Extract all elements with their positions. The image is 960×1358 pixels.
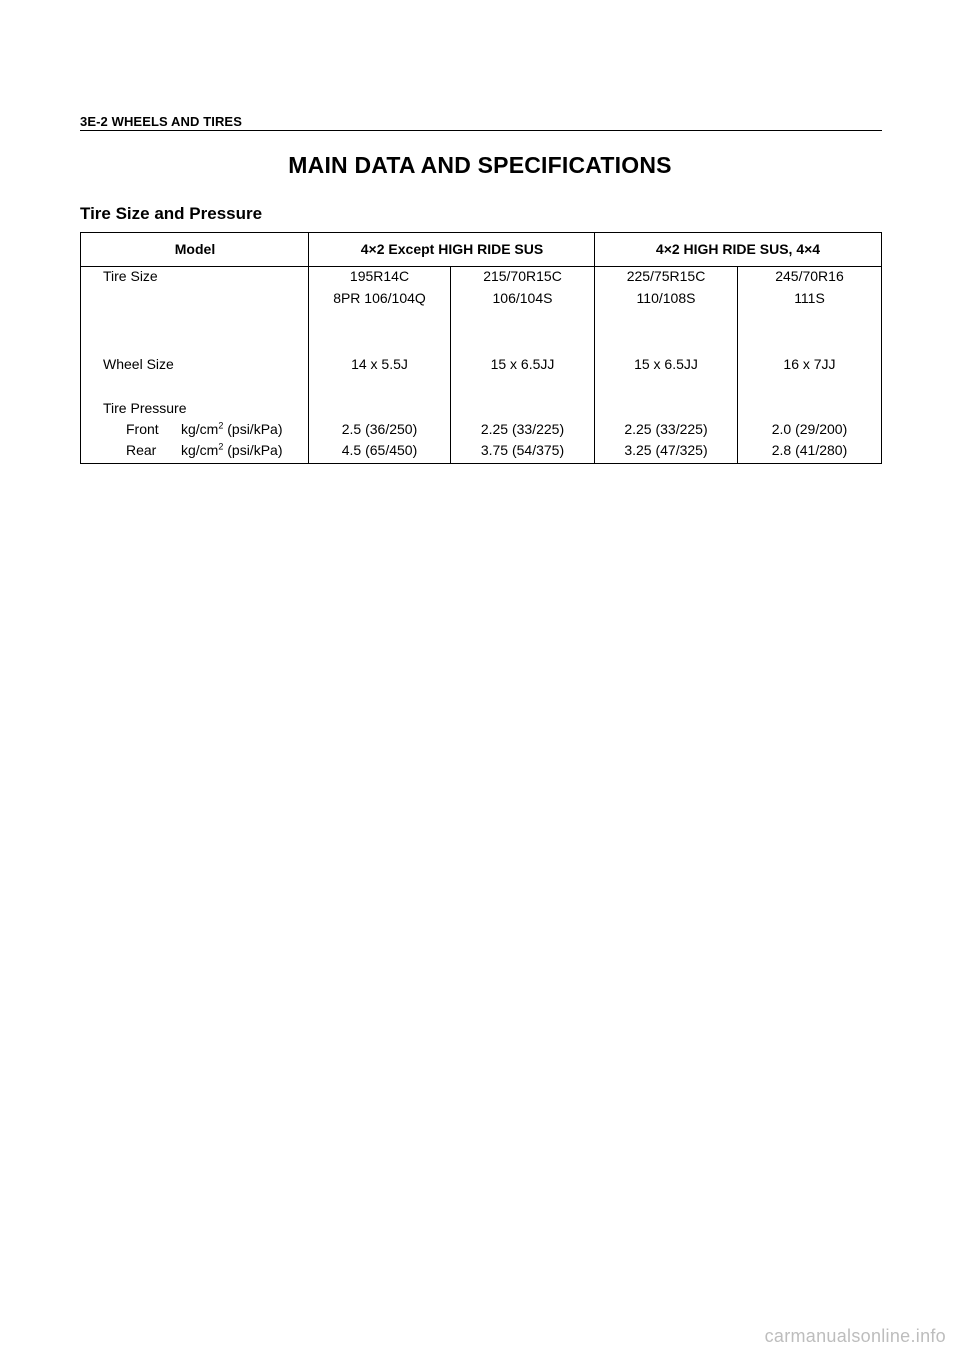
tire-size-cell: 245/70R16 (775, 268, 844, 284)
unit-prefix: kg/cm (181, 421, 219, 437)
row-label-tire-pressure: Tire Pressure (103, 400, 187, 416)
table-header-row (81, 233, 881, 267)
load-index-cell: 8PR 106/104Q (333, 290, 426, 306)
unit-exponent: 2 (218, 420, 224, 431)
load-index-cell: 106/104S (492, 290, 553, 306)
tire-size-cell: 215/70R15C (483, 268, 562, 284)
row-label-front: Front (126, 421, 159, 437)
wheel-size-cell: 14 x 5.5J (351, 356, 408, 372)
row-label-rear: Rear (126, 442, 157, 458)
unit-exponent: 2 (218, 441, 224, 452)
front-pressure-cell: 2.5 (36/250) (341, 421, 418, 437)
wheel-size-cell: 15 x 6.5JJ (490, 356, 555, 372)
watermark: carmanualsonline.info (764, 1326, 946, 1346)
tire-size-cell: 225/75R15C (626, 268, 706, 284)
spec-table (80, 232, 882, 464)
pressure-unit (181, 421, 282, 437)
load-index-cell: 111S (794, 290, 825, 306)
wheel-size-cell: 16 x 7JJ (783, 356, 836, 372)
front-pressure-cell: 2.25 (33/225) (624, 421, 708, 437)
front-pressure-cell: 2.0 (29/200) (771, 421, 848, 437)
unit-prefix: kg/cm (181, 442, 219, 458)
rear-pressure-cell: 3.75 (54/375) (480, 442, 565, 458)
unit-suffix: (psi/kPa) (223, 442, 283, 458)
front-pressure-cell: 2.25 (33/225) (480, 421, 565, 437)
row-label-tire-size: Tire Size (103, 268, 158, 284)
unit-suffix: (psi/kPa) (223, 421, 283, 437)
pressure-unit (181, 442, 282, 458)
rear-pressure-cell: 2.8 (41/280) (771, 442, 848, 458)
section-subtitle: Tire Size and Pressure (80, 204, 263, 223)
rear-pressure-cell: 4.5 (65/450) (341, 442, 418, 458)
wheel-size-cell: 15 x 6.5JJ (634, 356, 698, 372)
header-model: Model (174, 241, 216, 257)
section-header: 3E-2 WHEELS AND TIRES (80, 114, 882, 131)
page-title: MAIN DATA AND SPECIFICATIONS (288, 152, 672, 178)
header-group-1: 4×2 Except HIGH RIDE SUS (360, 241, 544, 257)
load-index-cell: 110/108S (636, 290, 696, 306)
tire-size-cell: 195R14C (349, 268, 410, 284)
rear-pressure-cell: 3.25 (47/325) (624, 442, 708, 458)
header-group-2: 4×2 HIGH RIDE SUS, 4×4 (655, 241, 821, 257)
row-label-wheel-size: Wheel Size (103, 356, 174, 372)
